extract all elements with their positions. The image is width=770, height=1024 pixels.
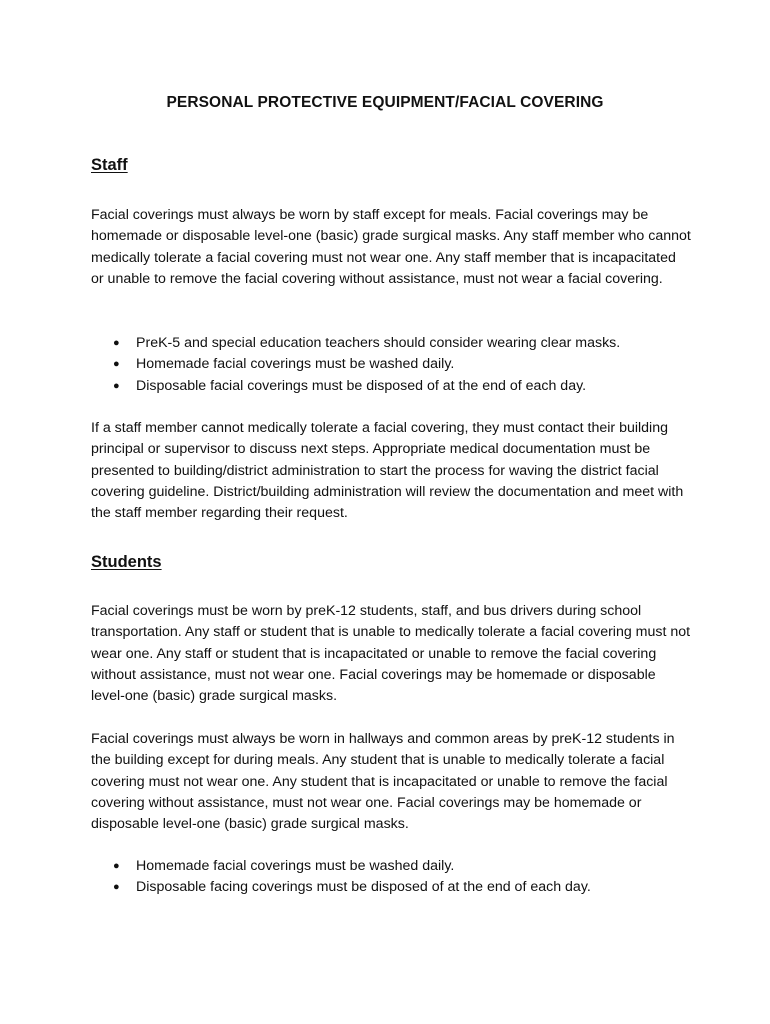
bullet-icon: ● [113,337,120,349]
students-heading: Students [91,553,162,571]
staff-paragraph-1: Facial coverings must always be worn by staff except for meals. Facial coverings may be homemade or disposable level-one (basic) grade surgical masks. Any staff member who cannot medically tolerate a facial covering must not wear one. Any staff member that is incapacitated or unable to remove the facial covering without assistance, must not wear a facial covering. [91,207,691,287]
document-title: PERSONAL PROTECTIVE EQUIPMENT/FACIAL COVERING [166,94,604,111]
list-item-text: Disposable facial coverings must be disposed of at the end of each day. [136,377,587,394]
list-item-text: PreK-5 and special education teachers should consider wearing clear masks. [136,335,621,351]
list-item-text: Disposable facing coverings must be disposed of at the end of each day. [136,879,591,896]
list-item-text: Homemade facial coverings must be washed daily. [136,356,455,373]
students-bullet-list [91,856,711,899]
list-item [91,333,711,354]
list-item [91,354,711,375]
students-paragraph-2: Facial coverings must always be worn in hallways and common areas by preK-12 students in the building except for during meals. Any student that is unable to medically tolerate a facial covering must not wear one. Any student that is incapacitated or unable to remove the facial covering without assistance, must not wear one. Facial coverings may be homemade or disposable level-one (basic) grade surgical masks. [91,731,675,833]
bullet-icon: ● [113,881,120,894]
staff-paragraph-2: If a staff member cannot medically tolerate a facial covering, they must contact their building principal or supervisor to discuss next steps. Appropriate medical documentation must be presented to building/district administration to start the process for waving the district facial covering guideline. District/building administration will review the documentation and meet with the staff member regarding their request. [91,420,684,522]
bullet-icon: ● [113,379,120,392]
students-paragraph-1: Facial coverings must be worn by preK-12 students, staff, and bus drivers during school transportation. Any staff or student that is unable to medically tolerate a facial covering must not wear one. Any staff or student that is incapacitated or unable to remove the facial covering without assistance, must not wear one. Facial coverings may be homemade or disposable level-one (basic) grade surgical masks. [91,603,691,705]
list-item [91,376,711,397]
list-item [91,856,711,877]
bullet-icon: ● [113,358,120,371]
list-item-text: Homemade facial coverings must be washed daily. [136,858,455,874]
staff-heading: Staff [91,156,128,174]
bullet-icon: ● [113,860,120,872]
list-item [91,877,711,898]
staff-bullet-list [91,333,711,397]
